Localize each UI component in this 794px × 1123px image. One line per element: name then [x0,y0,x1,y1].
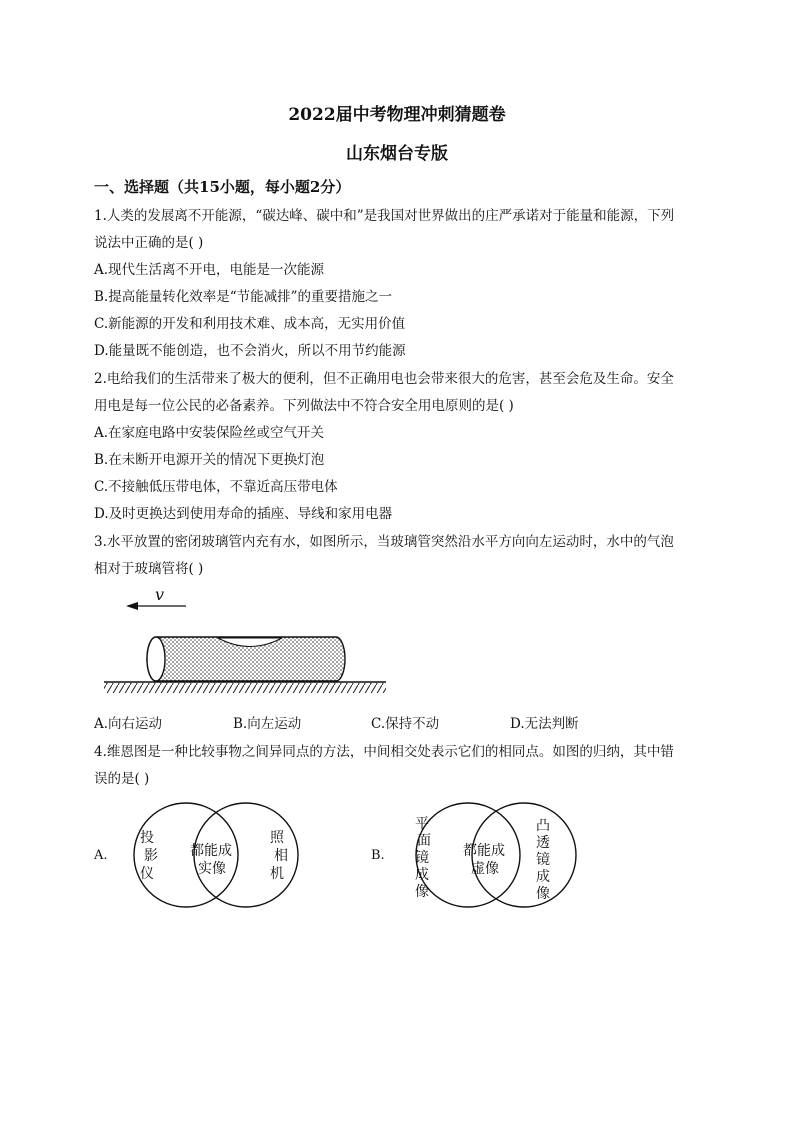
exam-title: 2022届中考物理冲刺猜题卷 [288,105,506,125]
q1-stem-line-2: 说法中正确的是( ) [94,235,204,251]
tube-end-cap [147,637,165,681]
venn-a-middle-1: 都能成 [190,843,232,859]
venn-b-right-2: 透 [536,835,550,851]
venn-diagram-a [110,800,310,910]
venn-b-middle-1: 都能成 [463,843,505,859]
q2-option-d: D.及时更换达到使用寿命的插座、导线和家用电器 [94,506,393,522]
q3-stem-line-1: 3.水平放置的密闭玻璃管内充有水，如图所示，当玻璃管突然沿水平方向向左运动时，水中的气泡 [94,534,674,550]
venn-a-left-2: 影 [144,848,158,864]
venn-b-left-4: 成 [415,867,429,883]
q2-stem-line-2: 用电是每一位公民的必备素养。下列做法中不符合安全用电原则的是( ) [94,398,514,414]
venn-a-option-label: A. [94,848,108,863]
venn-b-right-3: 镜 [536,852,550,868]
venn-b-right-4: 成 [536,869,550,885]
q4-stem-line-2: 误的是( ) [94,771,150,787]
q3-option-d: D.无法判断 [510,716,579,732]
q3-option-b: B.向左运动 [233,716,302,732]
venn-a-left-1: 投 [140,830,154,846]
q3-tube-figure [100,585,400,705]
q2-option-c: C.不接触低压带电体，不靠近高压带电体 [94,479,338,495]
q3-stem-line-2: 相对于玻璃管将( ) [94,561,204,577]
q4-stem-line-1: 4.维恩图是一种比较事物之间异同点的方法，中间相交处表示它们的相同点。如图的归纳，其中错 [94,744,674,760]
venn-b-option-label: B. [371,848,385,863]
q3-option-a: A.向右运动 [94,716,163,732]
q1-option-c: C.新能源的开发和利用技术难、成本高，无实用价值 [94,316,406,332]
arrow-head-icon [126,602,138,610]
venn-a-right-2: 相 [274,848,288,864]
q1-stem-line-1: 1.人类的发展离不开能源，“碳达峰、碳中和”是我国对世界做出的庄严承诺对于能量和能源，下列 [94,208,675,224]
venn-a-right-3: 机 [270,866,284,882]
q2-option-b: B.在未断开电源开关的情况下更换灯泡 [94,452,325,468]
venn-b-right-5: 像 [536,886,550,902]
exam-subtitle: 山东烟台专版 [346,144,448,164]
ground-hatch [104,683,386,693]
velocity-label: v [155,585,165,604]
venn-b-left-5: 像 [415,884,429,900]
venn-b-middle-2: 虚像 [471,861,499,877]
q1-option-a: A.现代生活离不开电，电能是一次能源 [94,262,325,278]
venn-a-left-3: 仪 [140,866,154,882]
q3-option-c: C.保持不动 [371,716,440,732]
venn-b-left-2: 面 [417,833,431,849]
venn-a-right-1: 照 [270,830,284,846]
venn-b-left-1: 平 [415,816,429,832]
q2-option-a: A.在家庭电路中安装保险丝或空气开关 [94,425,325,441]
venn-b-left-3: 镜 [415,850,429,866]
q1-option-b: B.提高能量转化效率是“节能减排”的重要措施之一 [94,289,393,305]
venn-diagram-b [388,800,598,910]
venn-a-middle-2: 实像 [198,861,226,877]
q1-option-d: D.能量既不能创造，也不会消火，所以不用节约能源 [94,343,406,359]
section-heading: 一、选择题（共15小题，每小题2分） [94,178,351,196]
venn-b-right-1: 凸 [536,818,550,834]
q2-stem-line-1: 2.电给我们的生活带来了极大的便利，但不正确用电也会带来很大的危害，甚至会危及生命。安全 [94,371,674,387]
